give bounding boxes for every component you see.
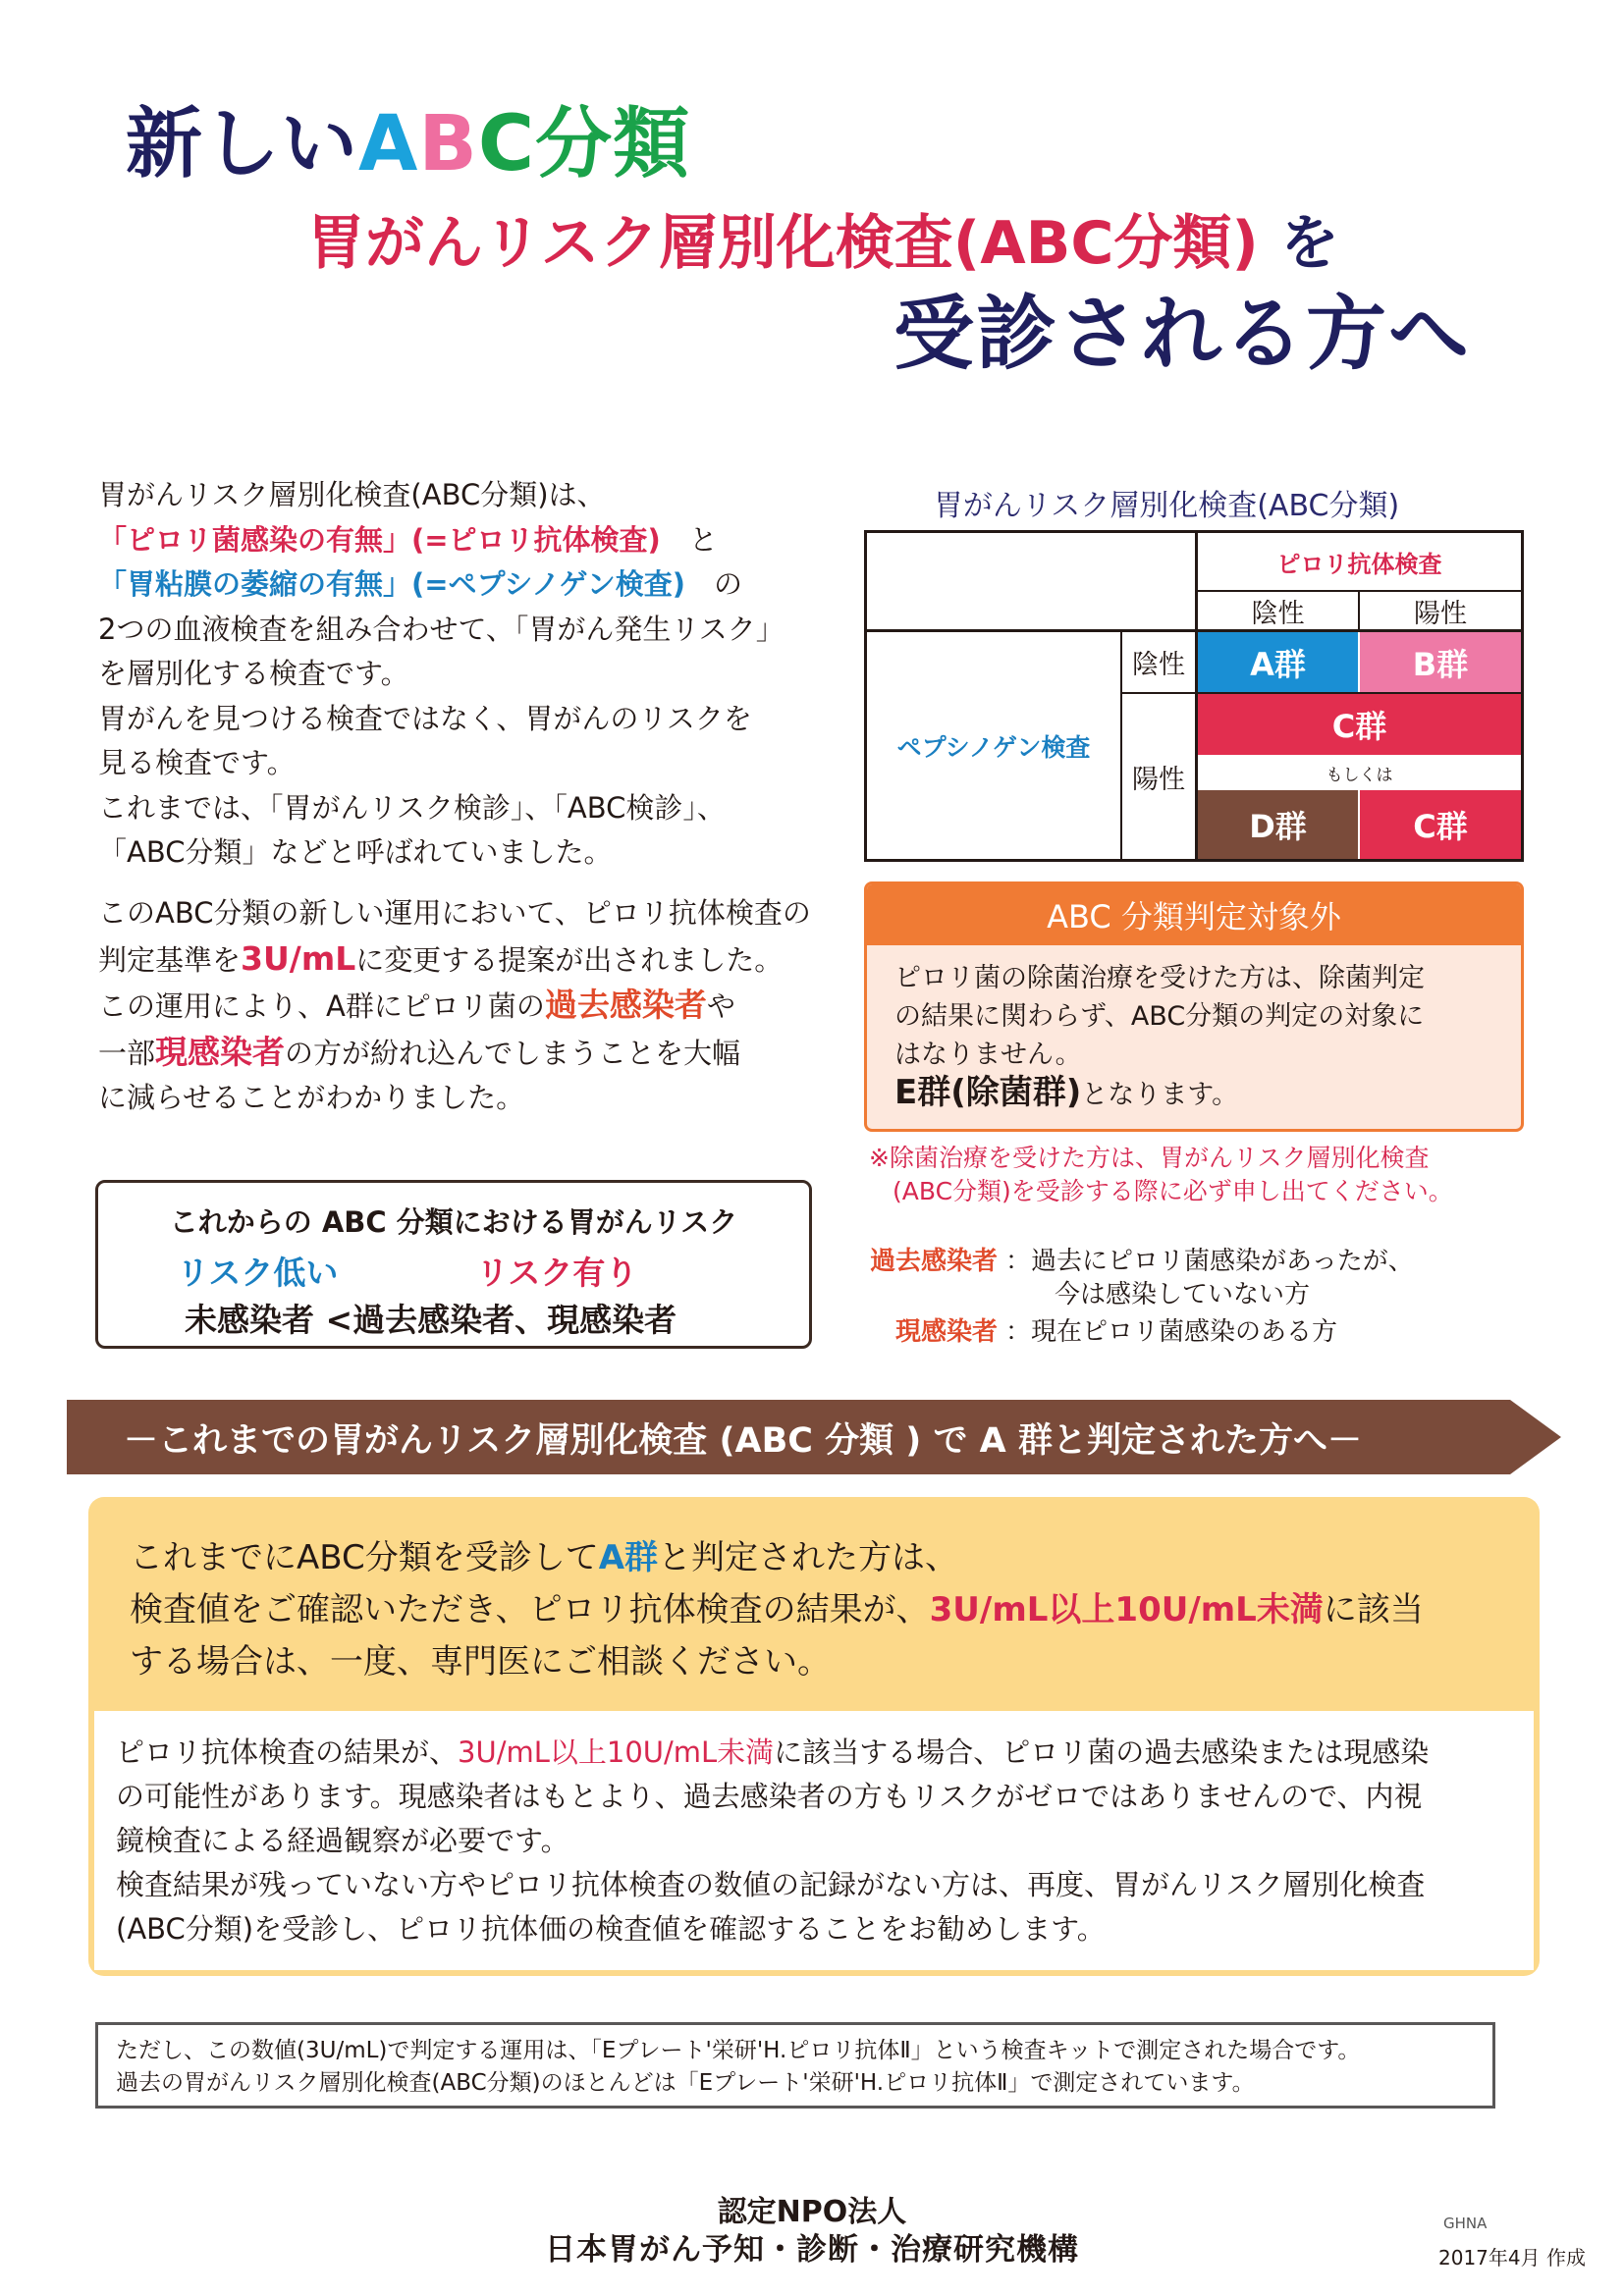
pylori-header: ピロリ抗体検査 [1276, 550, 1442, 578]
risk-low-label: リスク低い [177, 1254, 339, 1292]
pylori-negative-header: 陰性 [1251, 598, 1305, 629]
org-name: 日本胃がん予知・診断・治療研究機構 [545, 2232, 1079, 2268]
definition-past: 過去感染者 ：過去にピロリ菌感染があったが、 [870, 1247, 1414, 1276]
intro-line: を層別化する検査です。 [98, 657, 409, 690]
definition-past-cont: 今は感染していない方 [1055, 1280, 1311, 1309]
footnote-line: ただし、この数値(3U/mL)で判定する運用は、「Eプレート'栄研'H.ピロリ抗体Ⅱ」という検査キットで測定された場合です。 [116, 2038, 1361, 2063]
intro-line: 胃がんリスク層別化検査(ABC分類)は、 [98, 478, 606, 511]
group-d-cell: D群 [1198, 790, 1358, 859]
excluded-box [864, 881, 1524, 1132]
past-term: 過去感染者 [870, 1247, 999, 1276]
panel-body-box [94, 1711, 1534, 1970]
risk-box-title: これからの ABC 分類における胃がんリスク [169, 1205, 738, 1239]
title-prefix: 新しい [126, 100, 359, 188]
footnote-line: 過去の胃がんリスク層別化検査(ABC分類)のほとんどは「Eプレート'栄研'H.ピロリ抗体Ⅱ」で測定されています。 [116, 2070, 1255, 2096]
e-group-label: E群(除菌群) [894, 1073, 1082, 1112]
pepsinogen-positive-header: 陽性 [1132, 764, 1185, 795]
title-audience: 受診される方へ [893, 288, 1472, 381]
definition-current: 現感染者 ：現在ピロリ菌感染のある方 [895, 1317, 1338, 1347]
group-b-cell: B群 [1360, 632, 1521, 692]
intro2-line: 判定基準を3U/mLに変更する提案が出されました。 [98, 938, 784, 978]
pepsinogen-negative-header: 陰性 [1132, 650, 1185, 680]
risk-has-label: リスク有り [476, 1254, 638, 1292]
pylori-positive-header: 陽性 [1414, 598, 1467, 629]
excluded-line: の結果に関わらず、ABC分類の判定の対象に [894, 1001, 1425, 1032]
main-title [126, 100, 691, 188]
panel-body: ピロリ抗体検査の結果が、3U/mL以上10U/mL未満に該当する場合、ピロリ菌の過去感染または現感染 の可能性があります。現感染者はもとより、過去感染者の方もリスクがゼロではありませんので、内視 鏡検査による経過観察が必要です。 検査結果が残っていない方やピロリ抗体検査の数値の記録がない方は、再度、胃がんリスク層別化検査 (ABC分類)を受診し、ピロリ抗体価の検査値を確認することをお勧めします。 [116, 1735, 1430, 1946]
group-c-cell: C群 [1198, 694, 1521, 755]
group-a-cell: A群 [1198, 632, 1358, 692]
banner-text: －これまでの胃がんリスク層別化検査 (ABC 分類 ) で A 群と判定された方へ－ [124, 1421, 1362, 1461]
excluded-body [894, 959, 1501, 1114]
kit-footnote-box [95, 2022, 1495, 2109]
title-letter-a: A [358, 100, 419, 188]
intro2-line: に減らせることがわかりました。 [98, 1081, 525, 1114]
subtitle-text: 胃がんリスク層別化検査(ABC分類) [306, 209, 1259, 278]
title-suffix: 分類 [535, 100, 691, 188]
group-c-cell-alt: C群 [1360, 790, 1521, 859]
intro-line: 見る検査です。 [98, 746, 296, 779]
risk-comparison: 未感染者 <過去感染者、現感染者 [185, 1301, 677, 1339]
title-letter-b: B [418, 100, 478, 188]
group-a-panel [88, 1497, 1540, 1976]
panel-lead: これまでにABC分類を受診してA群と判定された方は、 検査値をご確認いただき、ピロリ抗体検査の結果が、3U/mL以上10U/mL未満に該当 する場合は、一度、専門医にご相談ください。 [130, 1538, 1424, 1682]
abc-classification-table [864, 530, 1524, 862]
intro-line: 2つの血液検査を組み合わせて、「胃がん発生リスク」 [98, 612, 785, 646]
intro-line: 胃がんを見つける検査ではなく、胃がんのリスクを [98, 701, 752, 735]
excluded-line: ピロリ菌の除菌治療を受けた方は、除菌判定 [894, 963, 1425, 993]
org-type: 認定NPO法人 [717, 2195, 907, 2229]
subtitle-particle: を [1279, 209, 1339, 278]
subtitle [306, 209, 1339, 278]
intro-line: これまでは、「胃がんリスク検診」、「ABC検診」、 [98, 790, 726, 825]
intro-line: 「ピロリ菌感染の有無」(=ピロリ抗体検査) と [98, 522, 718, 557]
new-operation-text [98, 891, 825, 1121]
intro-text [98, 473, 825, 876]
excluded-line: E群(除菌群)となります。 [894, 1073, 1239, 1112]
intro2-line: この運用により、A群にピロリ菌の過去感染者や [98, 986, 735, 1024]
org-credit: GHNA [1443, 2215, 1488, 2232]
risk-box [95, 1180, 812, 1349]
intro-line: 「ABC分類」などと呼ばれていました。 [98, 835, 613, 869]
table-caption: 胃がんリスク層別化検査(ABC分類) [933, 489, 1400, 523]
intro2-line: このABC分類の新しい運用において、ピロリ抗体検査の [98, 896, 811, 930]
or-label: もしくは [1198, 755, 1521, 790]
excluded-line: はなりません。 [894, 1040, 1082, 1070]
intro-line: 「胃粘膜の萎縮の有無」(=ペプシノゲン検査) の [98, 567, 743, 601]
current-term: 現感染者 [895, 1317, 999, 1347]
excluded-header: ABC 分類判定対象外 [867, 884, 1521, 945]
created-date: 2017年4月 作成 [1438, 2246, 1586, 2269]
excluded-note: ※除菌治療を受けた方は、胃がんリスク層別化検査 (ABC分類)を受診する際に必ず申し出てください。 [869, 1144, 1453, 1205]
pepsinogen-header: ペプシノゲン検査 [896, 732, 1091, 762]
title-letter-c: C [477, 100, 536, 188]
intro2-line: 一部現感染者の方が紛れ込んでしまうことを大幅 [98, 1032, 741, 1071]
